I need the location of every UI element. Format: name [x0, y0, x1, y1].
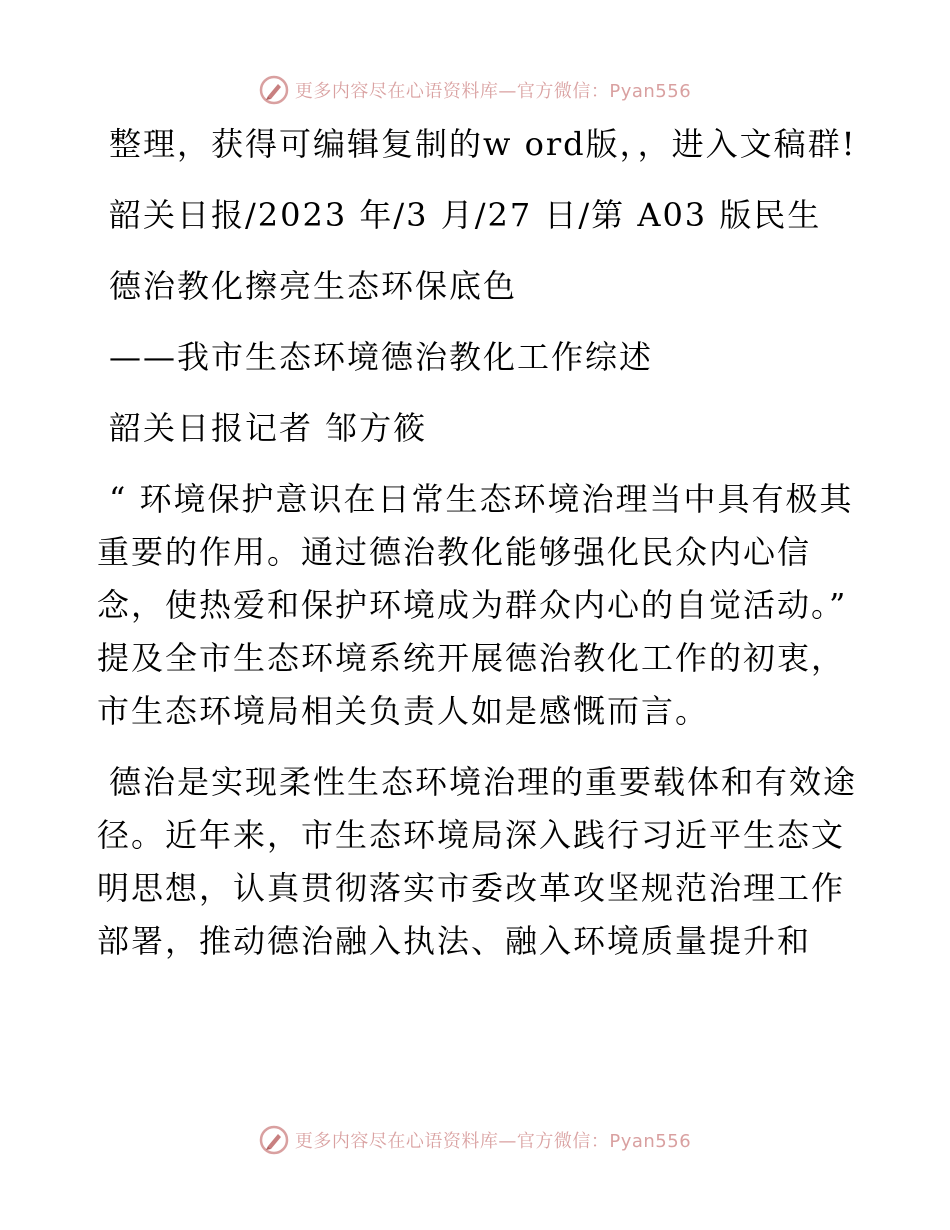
article-title: 德治教化擦亮生态环保底色 — [109, 267, 518, 305]
article-subtitle: ——我市生态环境德治教化工作综述 — [109, 338, 654, 376]
intro-paragraph: 整理，获得可编辑复制的w ord版，，进入文稿群! — [109, 125, 857, 163]
pen-logo-icon — [259, 1125, 289, 1155]
document-body — [97, 118, 857, 968]
watermark-footer — [0, 1120, 950, 1160]
body-paragraph: 德治是实现柔性生态环境治理的重要载体和有效途径。近年来，市生态环境局深入践行习近平生态文明思想，认真贯彻落实市委改革攻坚规范治理工作部署，推动德治融入执法、融入环境质量提升和 — [97, 763, 858, 960]
watermark-text: 更多内容尽在心语资料库—官方微信：Pyan556 — [294, 81, 692, 102]
pen-logo-icon — [259, 75, 289, 105]
watermark-header — [0, 70, 950, 110]
watermark-text: 更多内容尽在心语资料库—官方微信：Pyan556 — [294, 1131, 692, 1152]
source-line: 韶关日报/2023 年/3 月/27 日/第 A03 版民生 — [109, 196, 822, 234]
byline: 韶关日报记者 邹方筱 — [109, 409, 428, 447]
body-paragraph: “ 环境保护意识在日常生态环境治理当中具有极其重要的作用。通过德治教化能够强化民众内心信念，使热爱和保护环境成为群众内心的自觉活动。” 提及全市生态环境系统开展德治教化工作的初衷，市生态环境局相关负责人如是感慨而言。 — [97, 480, 854, 730]
